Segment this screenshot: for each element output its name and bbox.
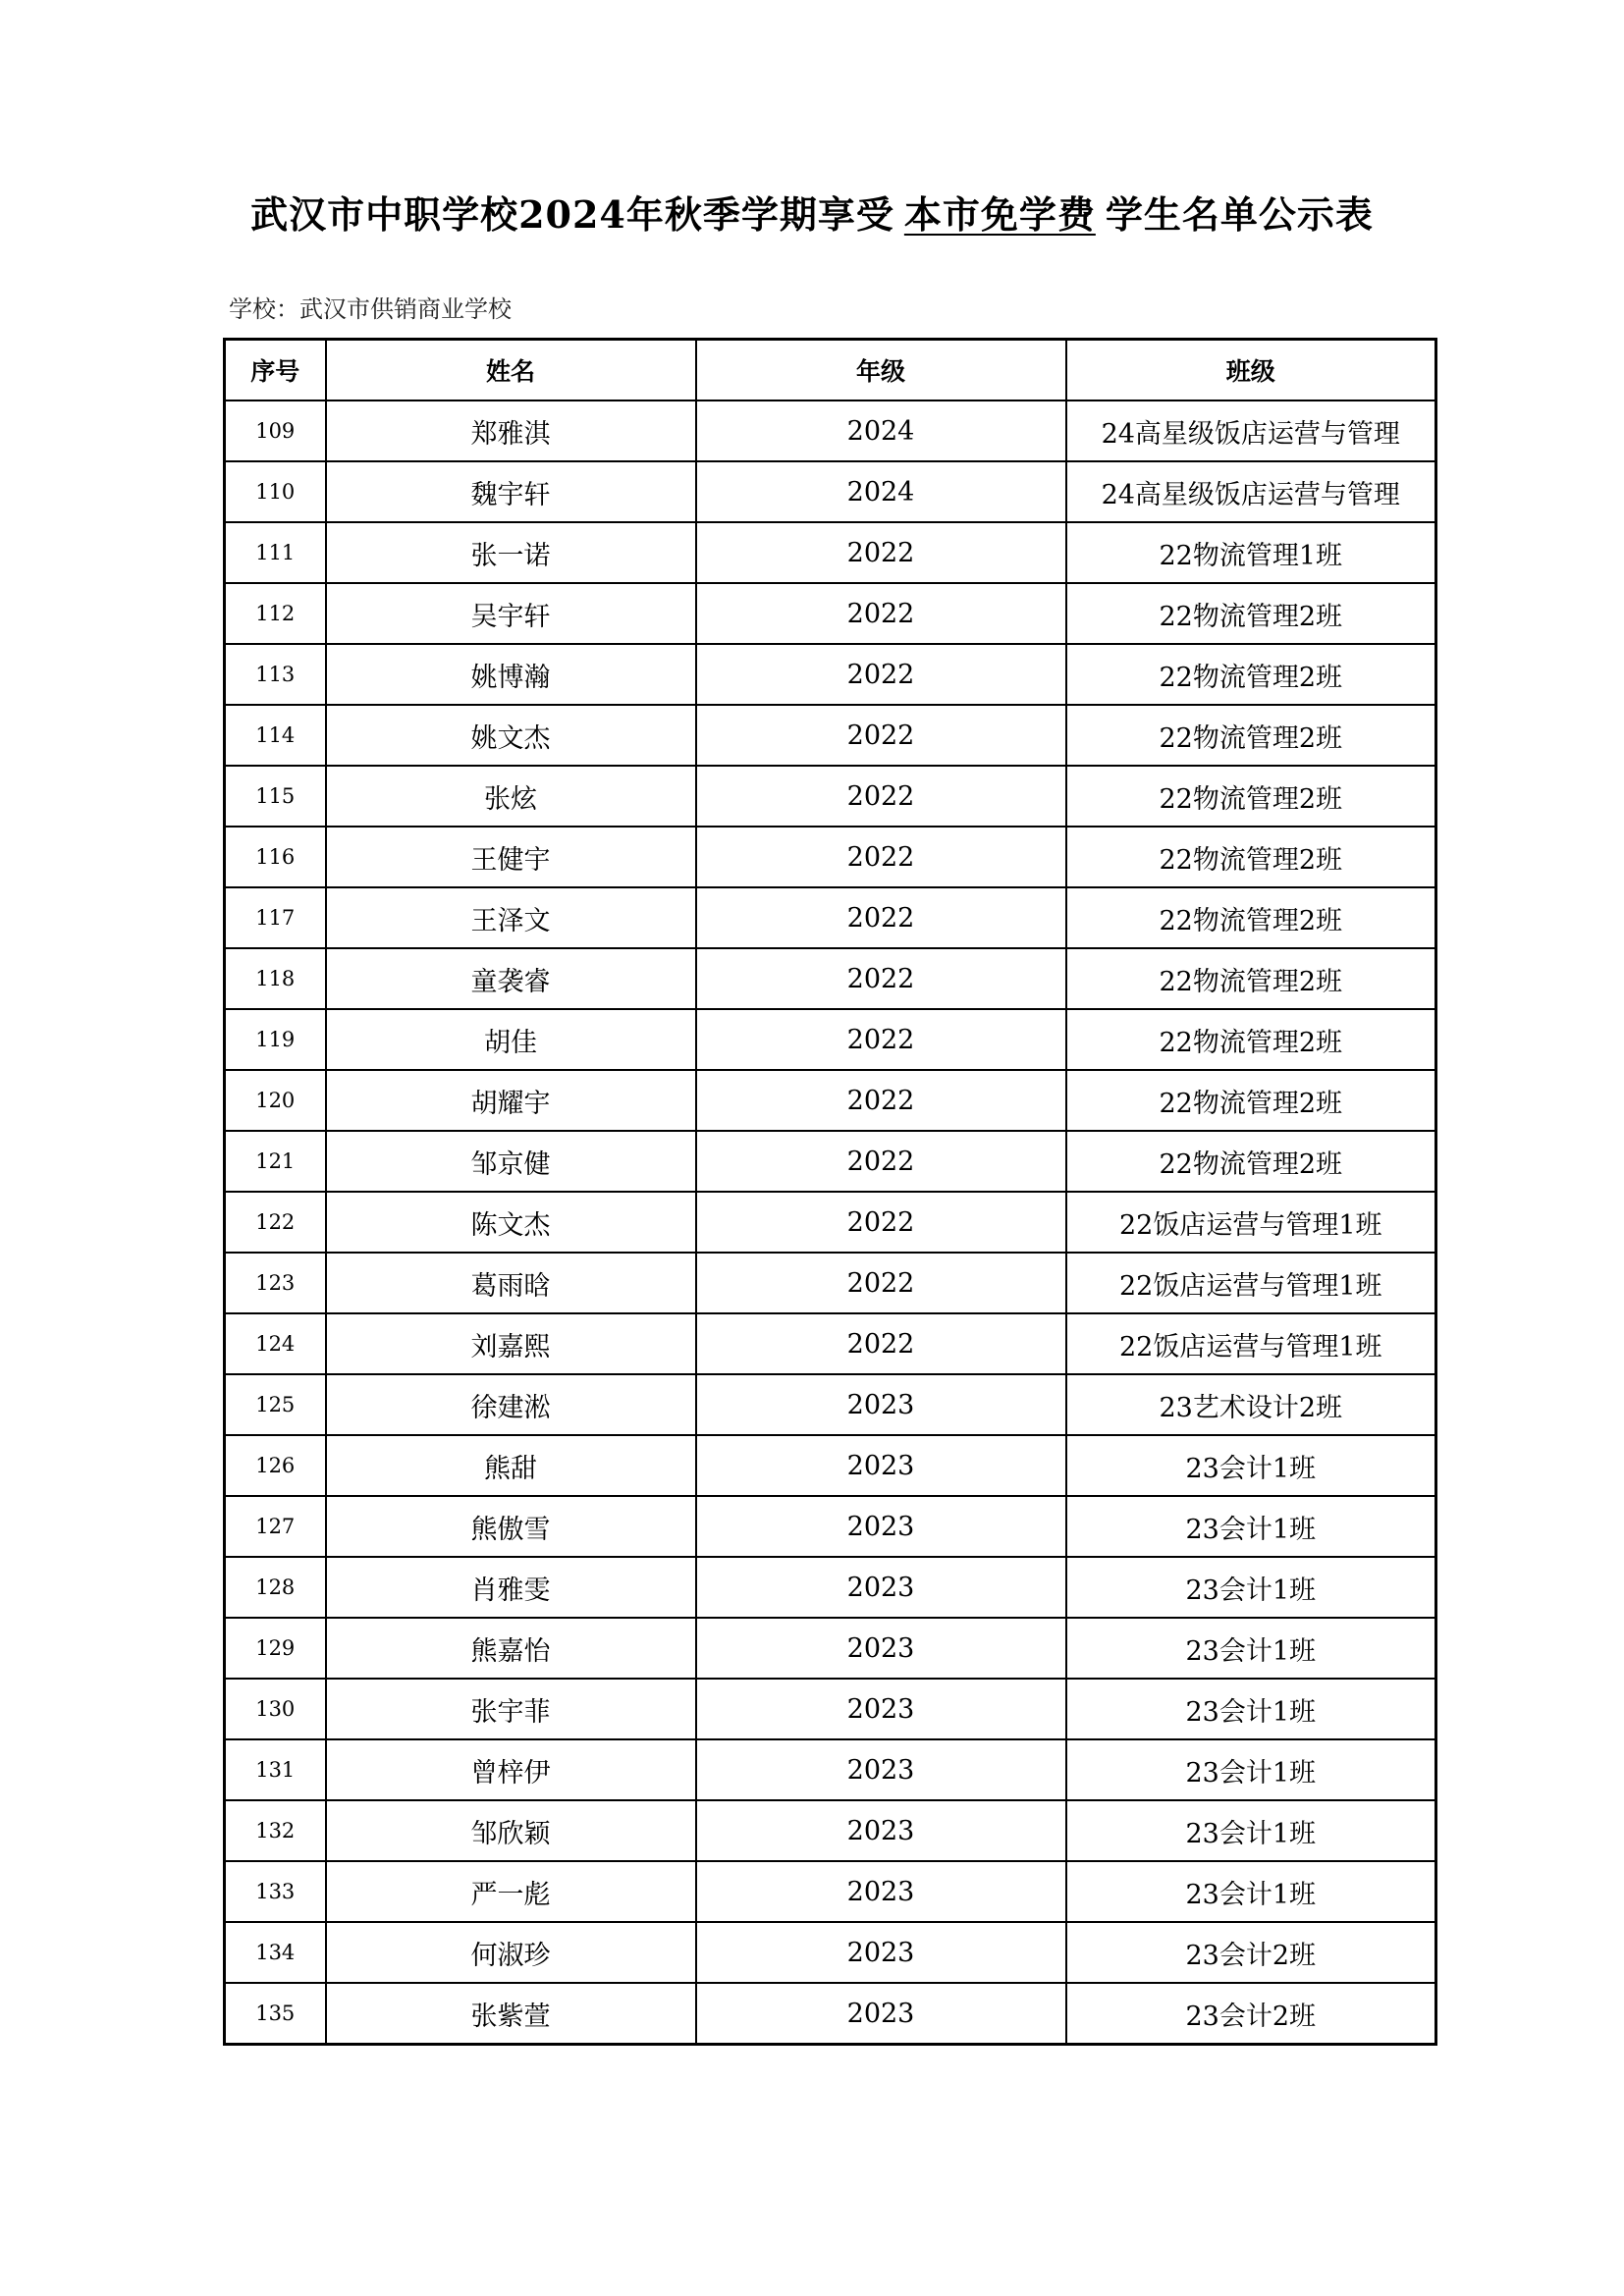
table-row	[225, 1800, 1436, 1861]
cell-seq: 123	[225, 1253, 326, 1313]
table-row	[225, 522, 1436, 583]
cell-class: 22物流管理2班	[1066, 1009, 1436, 1070]
cell-class: 22物流管理2班	[1066, 1131, 1436, 1192]
cell-name: 童袭睿	[326, 948, 696, 1009]
cell-name: 王健宇	[326, 827, 696, 887]
table-body	[225, 400, 1436, 2045]
cell-grade: 2022	[696, 583, 1066, 644]
cell-grade: 2022	[696, 887, 1066, 948]
cell-grade: 2022	[696, 644, 1066, 705]
table-row	[225, 1131, 1436, 1192]
cell-seq: 111	[225, 522, 326, 583]
page-title	[0, 185, 1624, 239]
cell-class: 22物流管理2班	[1066, 705, 1436, 766]
table-row	[225, 1679, 1436, 1739]
cell-grade: 2022	[696, 1070, 1066, 1131]
table-row	[225, 1739, 1436, 1800]
cell-name: 熊傲雪	[326, 1496, 696, 1557]
cell-grade: 2022	[696, 1253, 1066, 1313]
cell-grade: 2024	[696, 461, 1066, 522]
cell-name: 张宇菲	[326, 1679, 696, 1739]
table-row	[225, 766, 1436, 827]
cell-class: 22物流管理2班	[1066, 827, 1436, 887]
cell-seq: 120	[225, 1070, 326, 1131]
cell-class: 22物流管理2班	[1066, 948, 1436, 1009]
header-name: 姓名	[326, 340, 696, 401]
table-row	[225, 1070, 1436, 1131]
table-row	[225, 1253, 1436, 1313]
title-prefix: 武汉市中职学校2024年秋季学期享受	[250, 192, 894, 237]
table-row	[225, 644, 1436, 705]
cell-seq: 125	[225, 1374, 326, 1435]
cell-seq: 117	[225, 887, 326, 948]
cell-grade: 2023	[696, 1800, 1066, 1861]
cell-class: 23艺术设计2班	[1066, 1374, 1436, 1435]
cell-class: 23会计1班	[1066, 1496, 1436, 1557]
cell-name: 张一诺	[326, 522, 696, 583]
cell-class: 22物流管理2班	[1066, 887, 1436, 948]
cell-grade: 2022	[696, 766, 1066, 827]
cell-name: 张炫	[326, 766, 696, 827]
cell-seq: 126	[225, 1435, 326, 1496]
cell-seq: 127	[225, 1496, 326, 1557]
cell-class: 22饭店运营与管理1班	[1066, 1253, 1436, 1313]
table-row	[225, 1618, 1436, 1679]
cell-class: 23会计1班	[1066, 1557, 1436, 1618]
cell-grade: 2022	[696, 522, 1066, 583]
cell-class: 22物流管理2班	[1066, 583, 1436, 644]
cell-grade: 2024	[696, 400, 1066, 461]
cell-seq: 131	[225, 1739, 326, 1800]
cell-class: 22物流管理2班	[1066, 644, 1436, 705]
cell-seq: 129	[225, 1618, 326, 1679]
cell-grade: 2023	[696, 1374, 1066, 1435]
cell-grade: 2022	[696, 948, 1066, 1009]
cell-seq: 133	[225, 1861, 326, 1922]
cell-name: 魏宇轩	[326, 461, 696, 522]
cell-name: 王泽文	[326, 887, 696, 948]
cell-name: 熊甜	[326, 1435, 696, 1496]
title-suffix: 学生名单公示表	[1105, 192, 1374, 237]
cell-name: 陈文杰	[326, 1192, 696, 1253]
cell-class: 22饭店运营与管理1班	[1066, 1192, 1436, 1253]
cell-class: 23会计1班	[1066, 1739, 1436, 1800]
cell-name: 胡耀宇	[326, 1070, 696, 1131]
cell-class: 22饭店运营与管理1班	[1066, 1313, 1436, 1374]
cell-grade: 2022	[696, 1192, 1066, 1253]
cell-seq: 110	[225, 461, 326, 522]
table-row	[225, 948, 1436, 1009]
cell-class: 23会计1班	[1066, 1679, 1436, 1739]
cell-seq: 116	[225, 827, 326, 887]
cell-grade: 2023	[696, 1983, 1066, 2045]
cell-class: 23会计1班	[1066, 1435, 1436, 1496]
header-grade: 年级	[696, 340, 1066, 401]
cell-name: 肖雅雯	[326, 1557, 696, 1618]
cell-name: 熊嘉怡	[326, 1618, 696, 1679]
cell-seq: 113	[225, 644, 326, 705]
table-row	[225, 461, 1436, 522]
cell-grade: 2023	[696, 1861, 1066, 1922]
table-header-row	[225, 340, 1436, 401]
table-row	[225, 1557, 1436, 1618]
student-roster-table	[223, 338, 1437, 2046]
cell-grade: 2023	[696, 1435, 1066, 1496]
cell-grade: 2023	[696, 1557, 1066, 1618]
cell-name: 严一彪	[326, 1861, 696, 1922]
table-row	[225, 1374, 1436, 1435]
table-row	[225, 1861, 1436, 1922]
cell-grade: 2022	[696, 1313, 1066, 1374]
cell-grade: 2023	[696, 1739, 1066, 1800]
table-row	[225, 705, 1436, 766]
cell-seq: 118	[225, 948, 326, 1009]
cell-seq: 122	[225, 1192, 326, 1253]
cell-grade: 2022	[696, 705, 1066, 766]
table-row	[225, 583, 1436, 644]
cell-seq: 135	[225, 1983, 326, 2045]
title-underlined-category: 本市免学费	[903, 192, 1096, 237]
table-row	[225, 1435, 1436, 1496]
cell-name: 姚文杰	[326, 705, 696, 766]
table-row	[225, 400, 1436, 461]
cell-name: 何淑珍	[326, 1922, 696, 1983]
cell-grade: 2023	[696, 1679, 1066, 1739]
cell-seq: 130	[225, 1679, 326, 1739]
cell-seq: 112	[225, 583, 326, 644]
cell-class: 22物流管理2班	[1066, 1070, 1436, 1131]
cell-name: 葛雨晗	[326, 1253, 696, 1313]
table-row	[225, 1922, 1436, 1983]
cell-seq: 128	[225, 1557, 326, 1618]
cell-grade: 2022	[696, 827, 1066, 887]
cell-name: 邹京健	[326, 1131, 696, 1192]
cell-seq: 121	[225, 1131, 326, 1192]
cell-name: 曾梓伊	[326, 1739, 696, 1800]
cell-class: 23会计2班	[1066, 1983, 1436, 2045]
cell-class: 23会计1班	[1066, 1618, 1436, 1679]
cell-class: 22物流管理1班	[1066, 522, 1436, 583]
cell-class: 24高星级饭店运营与管理	[1066, 461, 1436, 522]
cell-seq: 109	[225, 400, 326, 461]
cell-seq: 132	[225, 1800, 326, 1861]
cell-seq: 115	[225, 766, 326, 827]
cell-name: 张紫萱	[326, 1983, 696, 2045]
cell-grade: 2022	[696, 1131, 1066, 1192]
cell-grade: 2023	[696, 1922, 1066, 1983]
cell-name: 郑雅淇	[326, 400, 696, 461]
cell-name: 刘嘉熙	[326, 1313, 696, 1374]
cell-seq: 134	[225, 1922, 326, 1983]
cell-class: 23会计1班	[1066, 1861, 1436, 1922]
table-row	[225, 1009, 1436, 1070]
cell-grade: 2023	[696, 1496, 1066, 1557]
table-row	[225, 887, 1436, 948]
cell-grade: 2022	[696, 1009, 1066, 1070]
cell-class: 23会计1班	[1066, 1800, 1436, 1861]
table-row	[225, 827, 1436, 887]
cell-seq: 124	[225, 1313, 326, 1374]
header-seq: 序号	[225, 340, 326, 401]
cell-class: 22物流管理2班	[1066, 766, 1436, 827]
cell-name: 吴宇轩	[326, 583, 696, 644]
school-name-line: 学校：武汉市供销商业学校	[229, 295, 512, 323]
cell-class: 24高星级饭店运营与管理	[1066, 400, 1436, 461]
table-row	[225, 1496, 1436, 1557]
table-row	[225, 1192, 1436, 1253]
table-row	[225, 1983, 1436, 2045]
table-row	[225, 1313, 1436, 1374]
cell-name: 姚博瀚	[326, 644, 696, 705]
header-class: 班级	[1066, 340, 1436, 401]
cell-class: 23会计2班	[1066, 1922, 1436, 1983]
cell-name: 徐建淞	[326, 1374, 696, 1435]
cell-grade: 2023	[696, 1618, 1066, 1679]
cell-seq: 119	[225, 1009, 326, 1070]
cell-name: 邹欣颖	[326, 1800, 696, 1861]
cell-seq: 114	[225, 705, 326, 766]
cell-name: 胡佳	[326, 1009, 696, 1070]
